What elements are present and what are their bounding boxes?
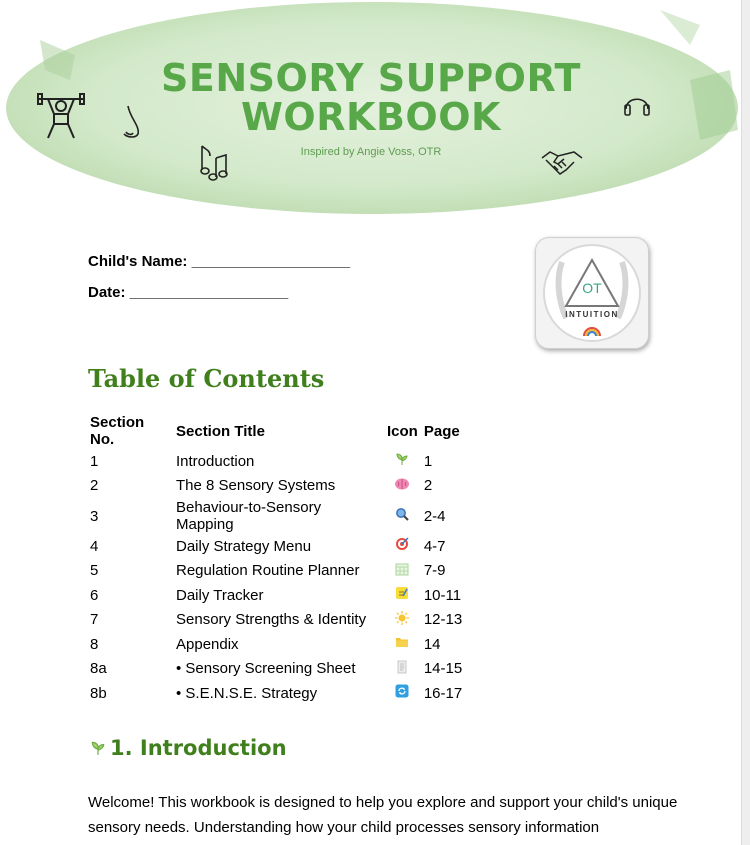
table-row[interactable] [87, 657, 487, 682]
page-ref: 7-9 [423, 562, 446, 580]
section-no: 8b [90, 684, 107, 702]
folder-icon [395, 635, 409, 649]
music-notes-icon [196, 144, 232, 182]
col-header-section-title: Section Title [176, 422, 265, 440]
section-title[interactable]: Daily Strategy Menu [176, 537, 312, 555]
section-title[interactable]: The 8 Sensory Systems [176, 477, 336, 495]
scrollbar[interactable] [741, 0, 750, 845]
logo-brand-text: INTUITION [565, 310, 619, 319]
section-title[interactable]: Sensory Strengths & Identity [176, 611, 367, 629]
section-no: 7 [90, 611, 99, 629]
col-header-section-no: Section No. [90, 414, 145, 448]
intro-paragraph: Welcome! This workbook is designed to help you explore and support your child's unique sensory needs. Understanding how your child processes sensory information [88, 794, 678, 836]
section-no: 8 [90, 635, 99, 653]
table-row[interactable] [87, 583, 487, 608]
title-line-1: SENSORY SUPPORT [161, 56, 581, 100]
toc-heading: Table of Contents [88, 364, 325, 393]
headphones-icon [623, 91, 651, 117]
table-row[interactable] [87, 498, 487, 534]
table-row[interactable] [87, 632, 487, 657]
section-title[interactable]: • Sensory Screening Sheet [176, 660, 356, 678]
brain-icon [394, 477, 410, 491]
page-ref: 2-4 [423, 507, 446, 525]
section-no: 1 [90, 452, 99, 470]
handshake-icon [540, 148, 584, 178]
logo-ot-text: OT [582, 280, 602, 296]
page-ref: 12-13 [423, 611, 463, 629]
page-ref: 1 [423, 452, 433, 470]
seedling-icon [395, 452, 409, 466]
sun-icon [395, 611, 409, 625]
toc-header-row [87, 413, 487, 449]
page-ref: 16-17 [423, 684, 463, 702]
weightlifter-icon [36, 90, 86, 140]
intro-heading-text: 1. Introduction [110, 736, 287, 760]
table-row[interactable] [87, 608, 487, 633]
section-no: 4 [90, 537, 99, 555]
table-row[interactable] [87, 559, 487, 584]
date-field[interactable]: Date: ___________________ [88, 284, 289, 301]
subtitle: Inspired by Angie Voss, OTR [300, 146, 442, 158]
calendar-icon [395, 562, 409, 576]
target-icon [395, 537, 409, 551]
page-ref: 10-11 [423, 586, 462, 604]
table-row[interactable] [87, 449, 487, 474]
table-row[interactable] [87, 681, 487, 706]
section-title[interactable]: Daily Tracker [176, 586, 264, 604]
page-ref: 14-15 [423, 660, 463, 678]
page-ref: 2 [423, 477, 433, 495]
section-title[interactable]: Regulation Routine Planner [176, 562, 360, 580]
section-title[interactable]: Behaviour-to-Sensory Mapping [176, 499, 322, 533]
section-no: 8a [90, 660, 107, 678]
ot-intuition-logo [535, 237, 649, 349]
seedling-icon [90, 740, 106, 756]
memo-icon [395, 586, 409, 600]
section-no: 5 [90, 562, 99, 580]
section-no: 2 [90, 477, 99, 495]
header-banner [0, 0, 742, 230]
page-ref: 14 [423, 635, 441, 653]
section-title[interactable]: Appendix [176, 635, 239, 653]
toc-table [87, 413, 487, 706]
nose-icon [118, 104, 144, 140]
title-line-2: WORKBOOK [241, 95, 501, 139]
table-row[interactable] [87, 534, 487, 559]
document-icon [395, 660, 409, 674]
section-no: 3 [90, 507, 99, 525]
col-header-icon: Icon [387, 422, 418, 440]
col-header-page: Page [423, 422, 460, 440]
child-name-field[interactable]: Child's Name: ___________________ [88, 253, 351, 270]
section-no: 6 [90, 586, 99, 604]
magnifier-icon [395, 507, 409, 521]
section-title[interactable]: • S.E.N.S.E. Strategy [176, 684, 318, 702]
table-row[interactable] [87, 474, 487, 499]
section-title[interactable]: Introduction [176, 452, 255, 470]
intro-heading [90, 736, 287, 760]
page-ref: 4-7 [423, 537, 446, 555]
cycle-icon [395, 684, 409, 698]
